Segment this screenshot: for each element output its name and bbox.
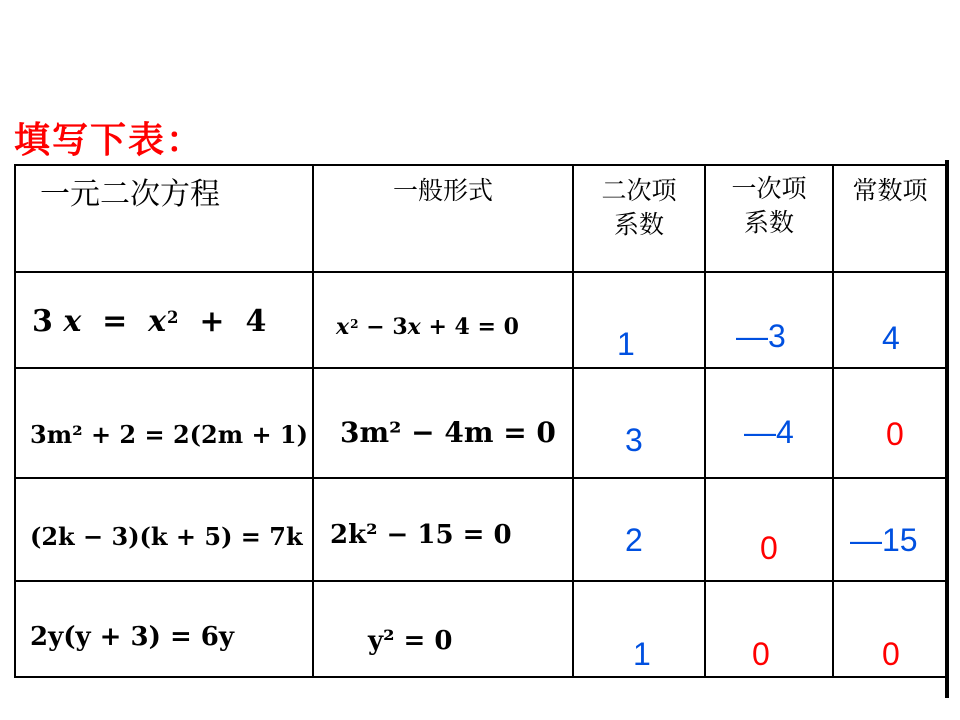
- table-bottom-border: [14, 676, 948, 678]
- table-left-border: [14, 164, 16, 678]
- row2-general-form: [340, 416, 556, 449]
- row3-constant: —15: [850, 522, 918, 558]
- row1-constant: 4: [882, 320, 900, 356]
- eq-var: x: [63, 304, 82, 339]
- eq-sign: −: [366, 314, 385, 340]
- general-form-text: 2k² − 15 = 0: [330, 520, 512, 550]
- header-linear-coef-line2: 系数: [743, 208, 794, 237]
- row1-linear-coef: —3: [736, 318, 786, 354]
- row4-quad-coef: 1: [633, 636, 651, 672]
- row4-general-form: [368, 626, 452, 656]
- eq-term: 3: [392, 314, 408, 340]
- equation-text: 3m² + 2 = 2(2m + 1): [30, 420, 308, 449]
- eq-var: x: [336, 314, 350, 340]
- table-row-divider: [14, 477, 948, 479]
- table-top-border: [14, 164, 948, 166]
- row3-general-form: [330, 520, 512, 550]
- row2-quad-coef: 3: [625, 422, 643, 458]
- row1-equation: [32, 304, 266, 339]
- equation-text: (2k − 3)(k + 5) = 7k: [30, 522, 303, 551]
- table-row-divider: [14, 271, 948, 273]
- table-col-divider: [832, 164, 834, 678]
- header-quad-coef-line1: 二次项: [601, 176, 677, 205]
- eq-sign: +: [428, 314, 447, 340]
- row4-constant: 0: [882, 636, 900, 672]
- general-form-text: 3m² − 4m = 0: [340, 416, 556, 449]
- header-equation: 一元二次方程: [40, 177, 220, 212]
- eq-term: 3: [32, 304, 53, 339]
- header-quad-coef-line2: 系数: [613, 210, 664, 239]
- eq-term: 4: [454, 314, 470, 340]
- eq-sign: +: [199, 304, 225, 339]
- header-linear-coef: [706, 172, 832, 240]
- table-col-divider: [704, 164, 706, 678]
- row1-general-form: [336, 314, 519, 340]
- header-constant: 常数项: [852, 176, 928, 205]
- row2-linear-coef: —4: [744, 414, 794, 450]
- header-quad-coef: [574, 174, 704, 242]
- eq-sign: =: [477, 314, 496, 340]
- eq-var: x: [407, 314, 421, 340]
- row2-equation: [30, 420, 308, 449]
- equation-text: 2y(y + 3) = 6y: [30, 622, 234, 652]
- row1-quad-coef: 1: [617, 326, 635, 362]
- eq-term: 4: [245, 304, 267, 339]
- eq-sign: =: [102, 304, 128, 339]
- eq-term: 0: [503, 314, 519, 340]
- eq-var: x: [148, 304, 167, 339]
- table-row-divider: [14, 367, 948, 369]
- row3-equation: [30, 522, 303, 551]
- row4-linear-coef: 0: [752, 636, 770, 672]
- row2-constant: 0: [886, 416, 904, 452]
- eq-exponent: 2: [167, 307, 179, 327]
- table-row-divider: [14, 580, 948, 582]
- row4-equation: [30, 622, 234, 652]
- header-linear-coef-line1: 一次项: [731, 174, 807, 203]
- general-form-text: y² = 0: [368, 626, 453, 656]
- eq-exponent: 2: [350, 316, 359, 331]
- table-col-divider: [312, 164, 314, 678]
- row3-quad-coef: 2: [625, 522, 643, 558]
- page-title: 填写下表：: [14, 120, 205, 161]
- table-right-border: [945, 160, 949, 698]
- header-general-form: 一般形式: [392, 176, 493, 205]
- row3-linear-coef: 0: [760, 530, 778, 566]
